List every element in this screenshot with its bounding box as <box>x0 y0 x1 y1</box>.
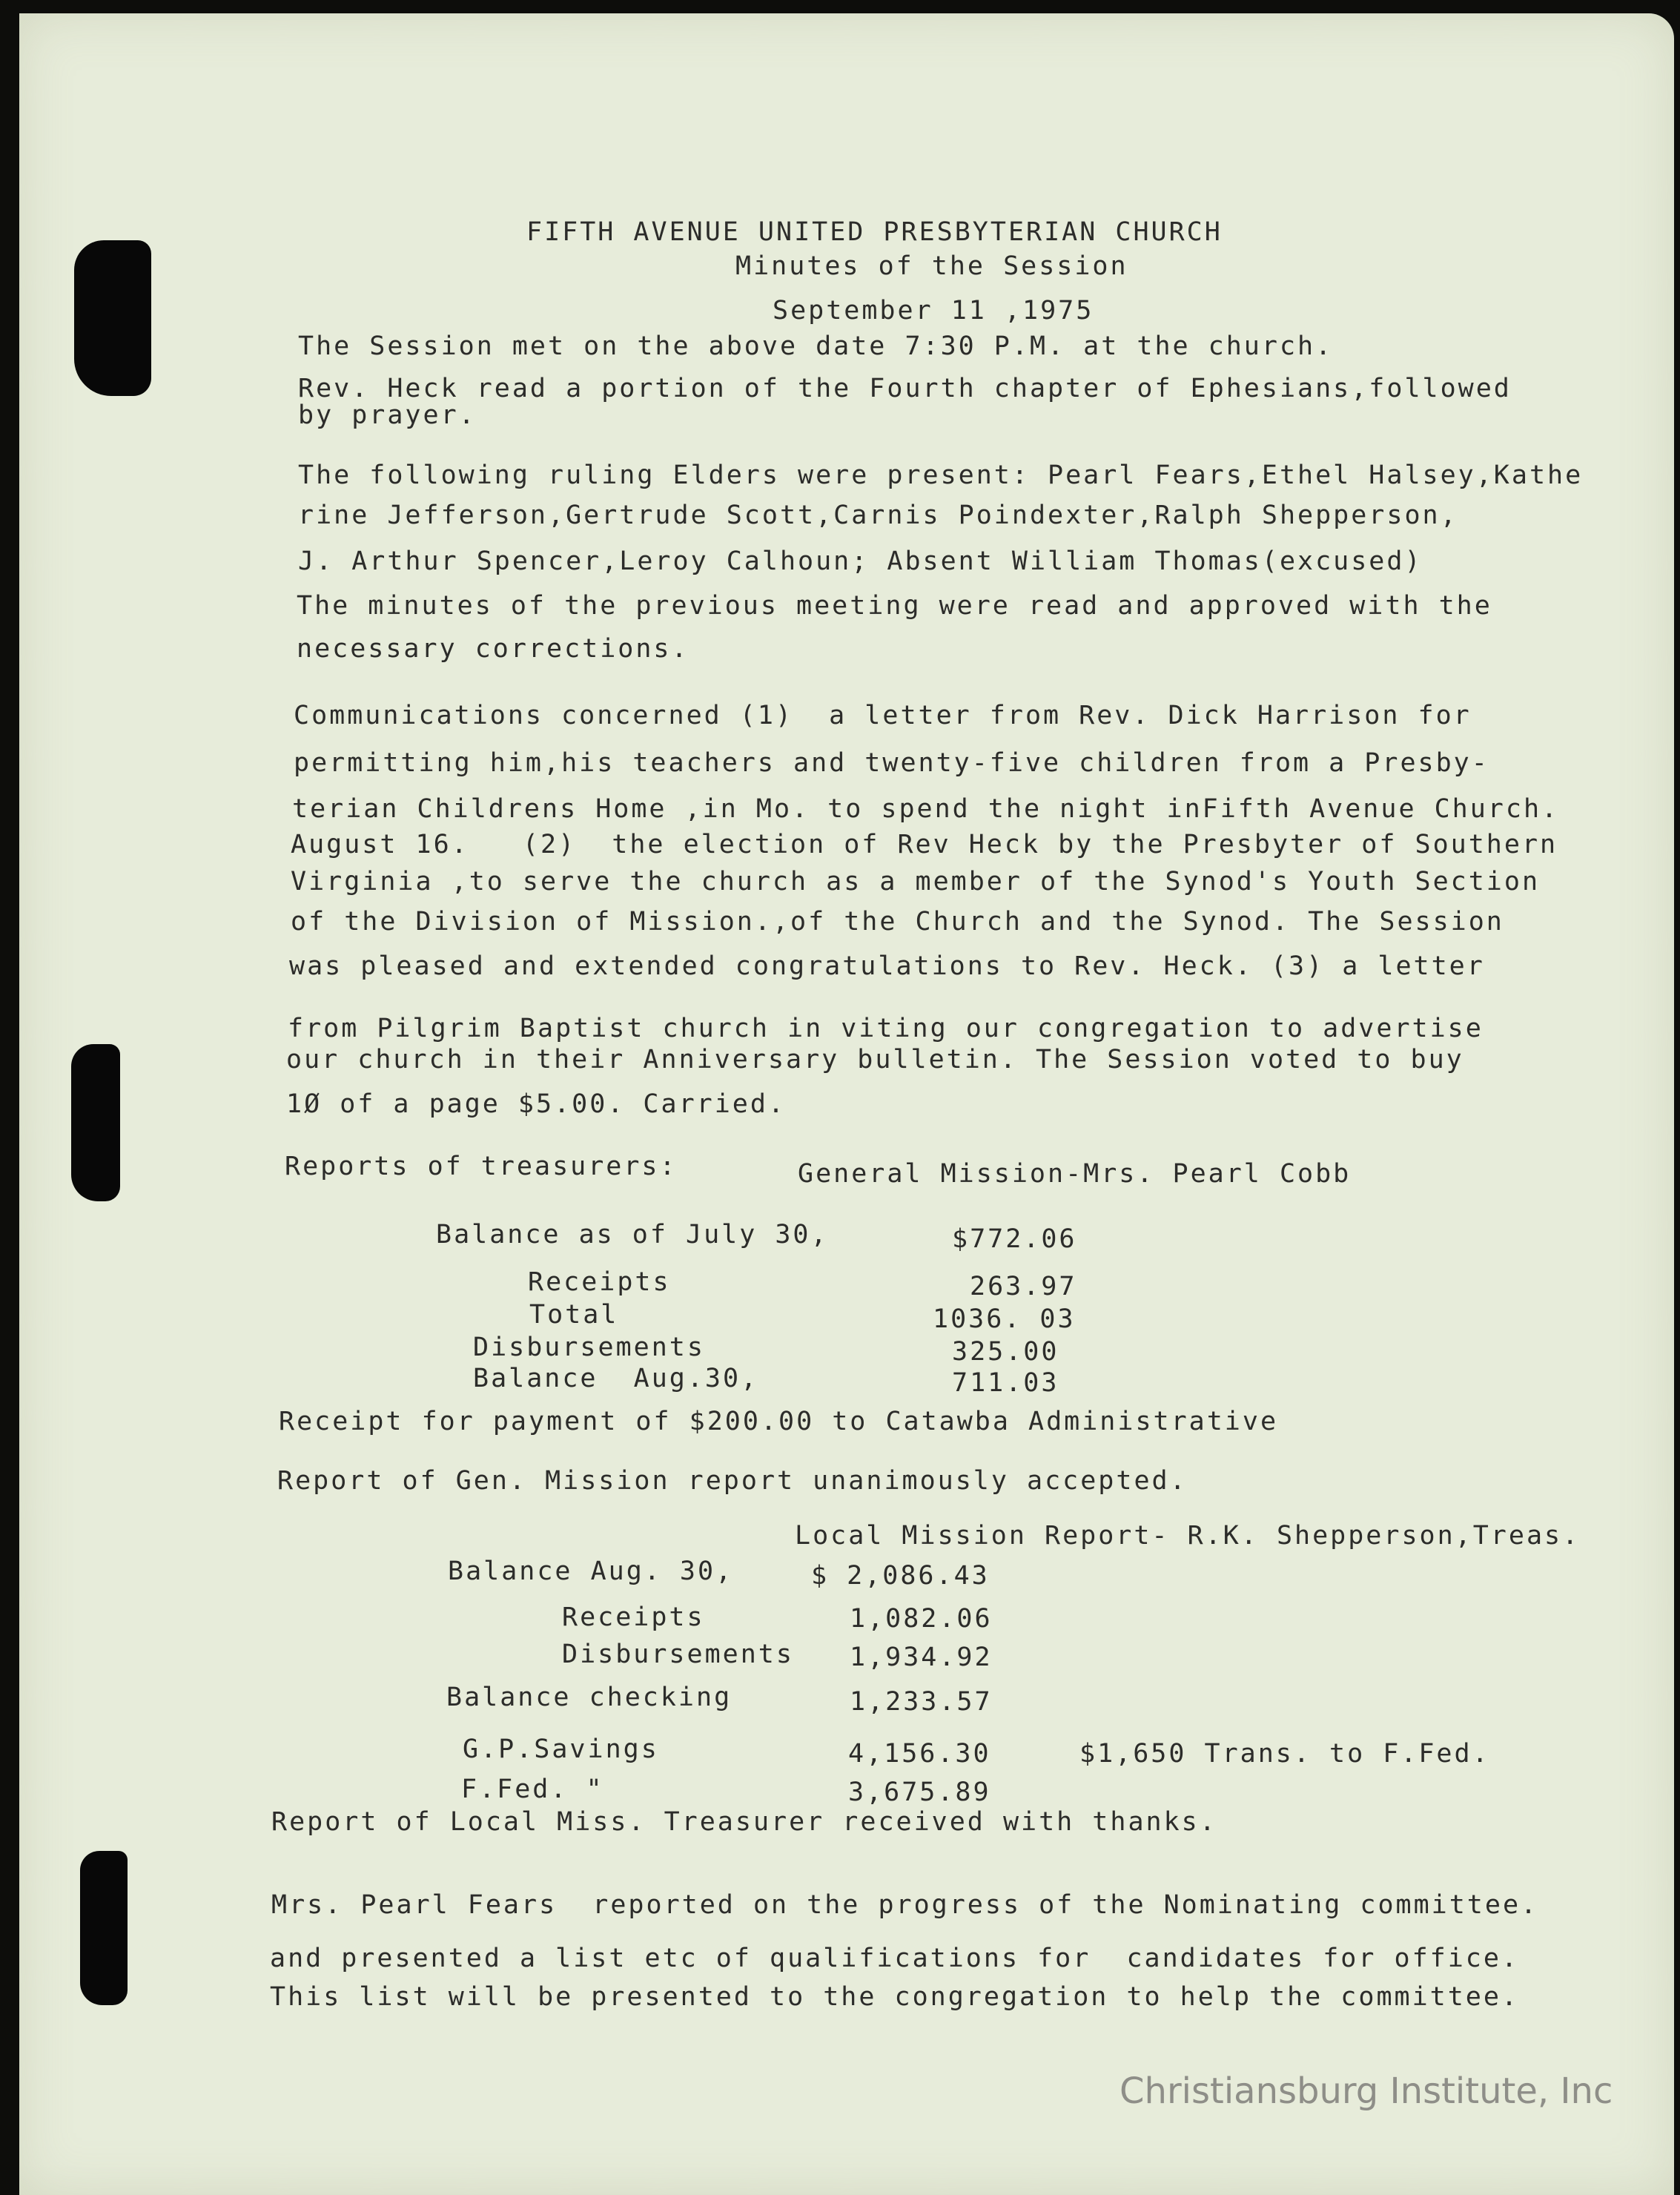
local-mission-received: Report of Local Miss. Treasurer received with thanks. <box>271 1807 1217 1837</box>
ledger-label: Balance Aug. 30, <box>448 1557 734 1586</box>
communications-line: terian Childrens Home ,in Mo. to spend the night inFifth Avenue Church. <box>292 794 1560 824</box>
binding-hole <box>74 240 151 396</box>
opening-line: by prayer. <box>298 400 477 430</box>
communications-line: Virginia ,to serve the church as a member of the Synod's Youth Section <box>291 867 1541 897</box>
ledger-value: 1,934.92 <box>850 1643 993 1672</box>
nominating-line: This list will be presented to the congregation to help the committee. <box>270 1982 1520 2012</box>
communications-line: from Pilgrim Baptist church in viting our congregation to advertise <box>288 1014 1484 1043</box>
transfer-note: $1,650 Trans. to F.Fed. <box>1079 1739 1490 1769</box>
ledger-label: Receipts <box>562 1602 705 1632</box>
document-title: Minutes of the Session <box>735 251 1128 281</box>
ledger-value: 1,233.57 <box>850 1687 993 1717</box>
communications-line: Communications concerned (1) a letter from Rev. Dick Harrison for <box>294 701 1472 730</box>
minutes-line: necessary corrections. <box>297 634 689 664</box>
communications-line: of the Division of Mission.,of the Church and the Synod. The Session <box>291 907 1504 937</box>
ledger-value: 4,156.30 <box>848 1739 991 1769</box>
archive-watermark: Christiansburg Institute, Inc <box>1120 2070 1613 2112</box>
ledger-label: Balance checking <box>446 1683 732 1712</box>
communications-line: 1Ø of a page $5.00. Carried. <box>286 1089 787 1119</box>
attendance-line: rine Jefferson,Gertrude Scott,Carnis Poindexter,Ralph Shepperson, <box>298 501 1458 530</box>
ledger-label: G.P.Savings <box>463 1734 659 1764</box>
communications-line: permitting him,his teachers and twenty-five children from a Presby- <box>294 748 1489 778</box>
ledger-value: 325.00 <box>952 1337 1059 1367</box>
ledger-label: Balance as of July 30, <box>436 1220 829 1250</box>
meeting-date: September 11 ,1975 <box>773 296 1094 326</box>
minutes-line: The minutes of the previous meeting were read and approved with the <box>297 591 1492 621</box>
ledger-value: 3,675.89 <box>848 1778 991 1807</box>
general-mission-heading: General Mission-Mrs. Pearl Cobb <box>798 1159 1352 1189</box>
local-mission-heading: Local Mission Report- R.K. Shepperson,Treas. <box>795 1521 1581 1551</box>
ledger-value: 1,082.06 <box>850 1604 993 1634</box>
ledger-label: Balance Aug.30, <box>473 1364 759 1393</box>
receipt-note: Receipt for payment of $200.00 to Catawba Administrative <box>279 1407 1279 1436</box>
ledger-value: 263.97 <box>970 1272 1077 1301</box>
binding-hole <box>80 1851 128 2005</box>
nominating-line: and presented a list etc of qualifications for candidates for office. <box>270 1944 1520 1973</box>
communications-line: August 16. (2) the election of Rev Heck by the Presbyter of Southern <box>291 830 1558 859</box>
opening-line: Rev. Heck read a portion of the Fourth chapter of Ephesians,followed <box>298 374 1512 403</box>
communications-line: was pleased and extended congratulations to Rev. Heck. (3) a letter <box>289 951 1485 981</box>
general-mission-accepted: Report of Gen. Mission report unanimously accepted. <box>277 1466 1188 1496</box>
ledger-label: Disbursements <box>562 1640 794 1669</box>
treasurers-heading: Reports of treasurers: <box>285 1152 678 1181</box>
communications-line: our church in their Anniversary bulletin. The Session voted to buy <box>286 1045 1464 1075</box>
ledger-label: Total <box>529 1300 619 1330</box>
opening-line: The Session met on the above date 7:30 P.M. at the church. <box>298 331 1334 361</box>
attendance-line: The following ruling Elders were present: Pearl Fears,Ethel Halsey,Kathe <box>298 461 1584 490</box>
attendance-line: J. Arthur Spencer,Leroy Calhoun; Absent William Thomas(excused) <box>298 547 1423 576</box>
nominating-line: Mrs. Pearl Fears reported on the progress of the Nominating committee. <box>271 1890 1539 1920</box>
binding-hole <box>71 1044 120 1201</box>
ledger-label: Receipts <box>528 1267 671 1297</box>
ledger-label: F.Fed. " <box>461 1775 604 1804</box>
ledger-value: 1036. 03 <box>933 1304 1076 1334</box>
ledger-value: $772.06 <box>952 1224 1077 1254</box>
ledger-value: 711.03 <box>952 1368 1059 1398</box>
church-name: FIFTH AVENUE UNITED PRESBYTERIAN CHURCH <box>526 217 1223 247</box>
ledger-label: Disbursements <box>473 1333 705 1362</box>
ledger-value: $ 2,086.43 <box>811 1561 990 1591</box>
